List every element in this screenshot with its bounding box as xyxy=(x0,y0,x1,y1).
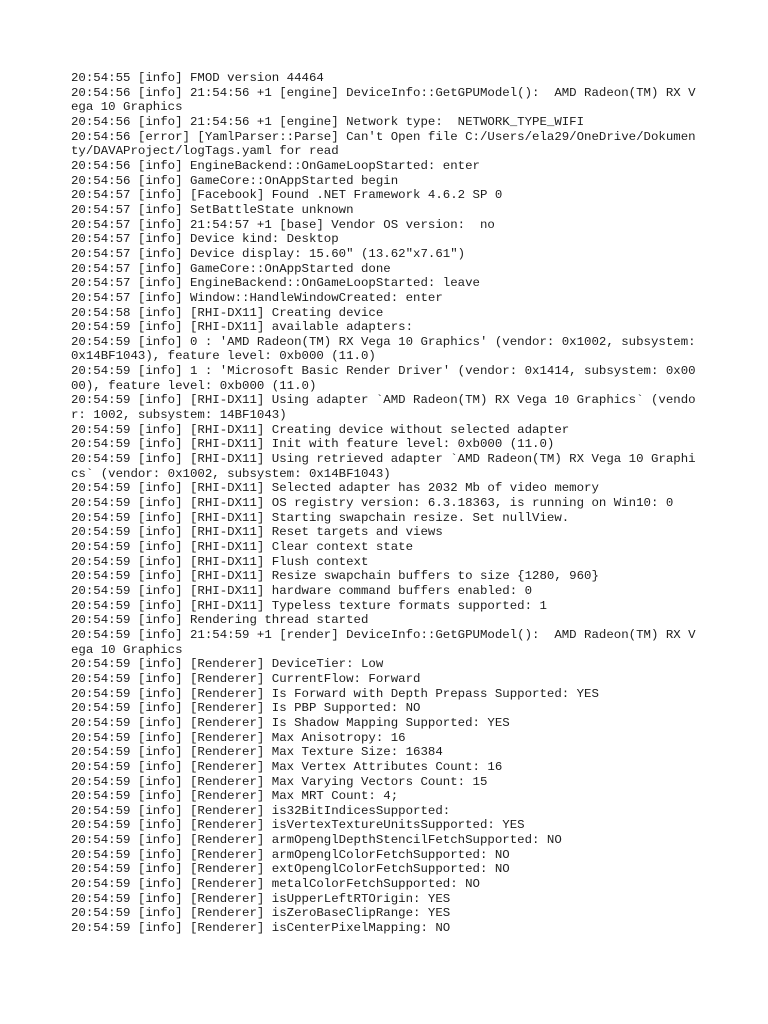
log-line: 20:54:59 [info] [RHI-DX11] Clear context state xyxy=(71,540,414,554)
log-line: 20:54:55 [info] FMOD version 44464 xyxy=(71,71,324,85)
log-line: 20:54:59 [info] [RHI-DX11] Creating device without selected adapter xyxy=(71,422,570,437)
log-line: 20:54:59 [info] [Renderer] Max Anisotropy: 16 xyxy=(71,730,406,745)
log-line: 20:54:59 [info] [Renderer] Max MRT Count: 4; xyxy=(71,789,399,804)
log-line: 20:54:56 [info] 21:54:56 +1 [engine] Network type: NETWORK_TYPE_WIFI xyxy=(71,114,585,129)
log-line: 20:54:59 [info] [RHI-DX11] Init with feature level: 0xb000 (11.0) xyxy=(71,437,555,452)
log-line: 20:54:59 [info] [Renderer] is32BitIndicesSupported: xyxy=(71,803,451,818)
log-line: 20:54:59 [info] 0 : 'AMD Radeon(TM) RX Vega 10 Graphics' (vendor: 0x1002, subsystem: 0x14BF1043), feature level: 0xb000 (11.0) xyxy=(71,334,704,364)
log-line: 20:54:58 [info] [RHI-DX11] Creating device xyxy=(71,305,384,320)
log-line: 20:54:59 [info] [Renderer] isVertexTextureUnitsSupported: YES xyxy=(71,818,525,833)
log-line: 20:54:59 [info] [Renderer] armOpenglColorFetchSupported: NO xyxy=(71,847,510,862)
log-line: 20:54:57 [info] 21:54:57 +1 [base] Vendor OS version: no xyxy=(71,217,495,232)
log-line: 20:54:59 [info] [Renderer] isZeroBaseClipRange: YES xyxy=(71,906,451,921)
log-line: 20:54:59 [info] [RHI-DX11] Typeless texture formats supported: 1 xyxy=(71,598,547,613)
log-line: 20:54:56 [info] GameCore::OnAppStarted begin xyxy=(71,173,399,188)
log-line: 20:54:59 [info] [Renderer] Is Forward with Depth Prepass Supported: YES xyxy=(71,686,599,701)
log-line: 20:54:56 [error] [YamlParser::Parse] Can't Open file C:/Users/ela29/OneDrive/Dokumenty/DAVAProject/logTags.yaml for read xyxy=(71,129,696,159)
log-line: 20:54:59 [info] [RHI-DX11] Resize swapchain buffers to size {1280, 960} xyxy=(71,569,599,584)
log-line: 20:54:56 [info] EngineBackend::OnGameLoopStarted: enter xyxy=(71,158,480,173)
log-line: 20:54:59 [info] [Renderer] CurrentFlow: Forward xyxy=(71,671,421,686)
log-line: 20:54:59 [info] [RHI-DX11] Selected adapter has 2032 Mb of video memory xyxy=(71,481,599,496)
log-line: 20:54:57 [info] [Facebook] Found .NET Framework 4.6.2 SP 0 xyxy=(71,188,503,203)
log-line: 20:54:59 [info] Rendering thread started xyxy=(71,613,369,628)
log-line: 20:54:59 [info] [RHI-DX11] Using adapter `AMD Radeon(TM) RX Vega 10 Graphics` (vendor: 1002, subsystem: 14BF1043) xyxy=(71,393,696,423)
log-line: 20:54:59 [info] [Renderer] armOpenglDepthStencilFetchSupported: NO xyxy=(71,833,562,848)
log-line: 20:54:59 [info] [Renderer] Max Vertex Attributes Count: 16 xyxy=(71,759,503,774)
log-line: 20:54:59 [info] [Renderer] extOpenglColorFetchSupported: NO xyxy=(71,862,510,877)
log-line: 20:54:57 [info] Device display: 15.60" (13.62"x7.61") xyxy=(71,246,466,261)
log-line: 20:54:56 [info] 21:54:56 +1 [engine] DeviceInfo::GetGPUModel(): AMD Radeon(TM) RX Vega 10 Graphics xyxy=(71,85,696,115)
log-line: 20:54:59 [info] [Renderer] isUpperLeftRTOrigin: YES xyxy=(71,891,451,906)
log-line: 20:54:59 [info] [RHI-DX11] Reset targets and views xyxy=(71,525,443,540)
log-line: 20:54:57 [info] GameCore::OnAppStarted done xyxy=(71,261,391,276)
log-line: 20:54:59 [info] [Renderer] Is PBP Supported: NO xyxy=(71,701,421,716)
log-line: 20:54:59 [info] [Renderer] DeviceTier: Low xyxy=(71,657,384,672)
log-line: 20:54:59 [info] [Renderer] Is Shadow Mapping Supported: YES xyxy=(71,715,510,730)
log-line: 20:54:59 [info] [RHI-DX11] available adapters: xyxy=(71,320,414,335)
log-line: 20:54:59 [info] 1 : 'Microsoft Basic Render Driver' (vendor: 0x1414, subsystem: 0x0000), feature level: 0xb000 (11.0) xyxy=(71,364,696,393)
log-line: 20:54:59 [info] [RHI-DX11] Using retrieved adapter `AMD Radeon(TM) RX Vega 10 Graphics` (vendor: 0x1002, subsystem: 0x14BF1043) xyxy=(71,452,696,481)
log-line: 20:54:59 [info] [RHI-DX11] hardware command buffers enabled: 0 xyxy=(71,583,533,598)
log-line: 20:54:59 [info] [Renderer] Max Varying Vectors Count: 15 xyxy=(71,774,488,789)
log-line: 20:54:57 [info] EngineBackend::OnGameLoopStarted: leave xyxy=(71,276,480,291)
log-line: 20:54:57 [info] Device kind: Desktop xyxy=(71,232,339,247)
log-line: 20:54:59 [info] 21:54:59 +1 [render] DeviceInfo::GetGPUModel(): AMD Radeon(TM) RX Vega 10 Graphics xyxy=(71,627,696,657)
log-line: 20:54:59 [info] [RHI-DX11] OS registry version: 6.3.18363, is running on Win10: 0 xyxy=(71,496,674,511)
log-line: 20:54:59 [info] [RHI-DX11] Flush context xyxy=(71,554,369,569)
log-line: 20:54:59 [info] [Renderer] metalColorFetchSupported: NO xyxy=(71,877,480,892)
log-line: 20:54:57 [info] SetBattleState unknown xyxy=(71,202,354,217)
log-line: 20:54:59 [info] [Renderer] isCenterPixelMapping: NO xyxy=(71,921,451,936)
log-line: 20:54:57 [info] Window::HandleWindowCreated: enter xyxy=(71,290,443,305)
log-line: 20:54:59 [info] [RHI-DX11] Starting swapchain resize. Set nullView. xyxy=(71,510,570,525)
log-text-block xyxy=(71,71,704,936)
log-line: 20:54:59 [info] [Renderer] Max Texture Size: 16384 xyxy=(71,745,443,760)
